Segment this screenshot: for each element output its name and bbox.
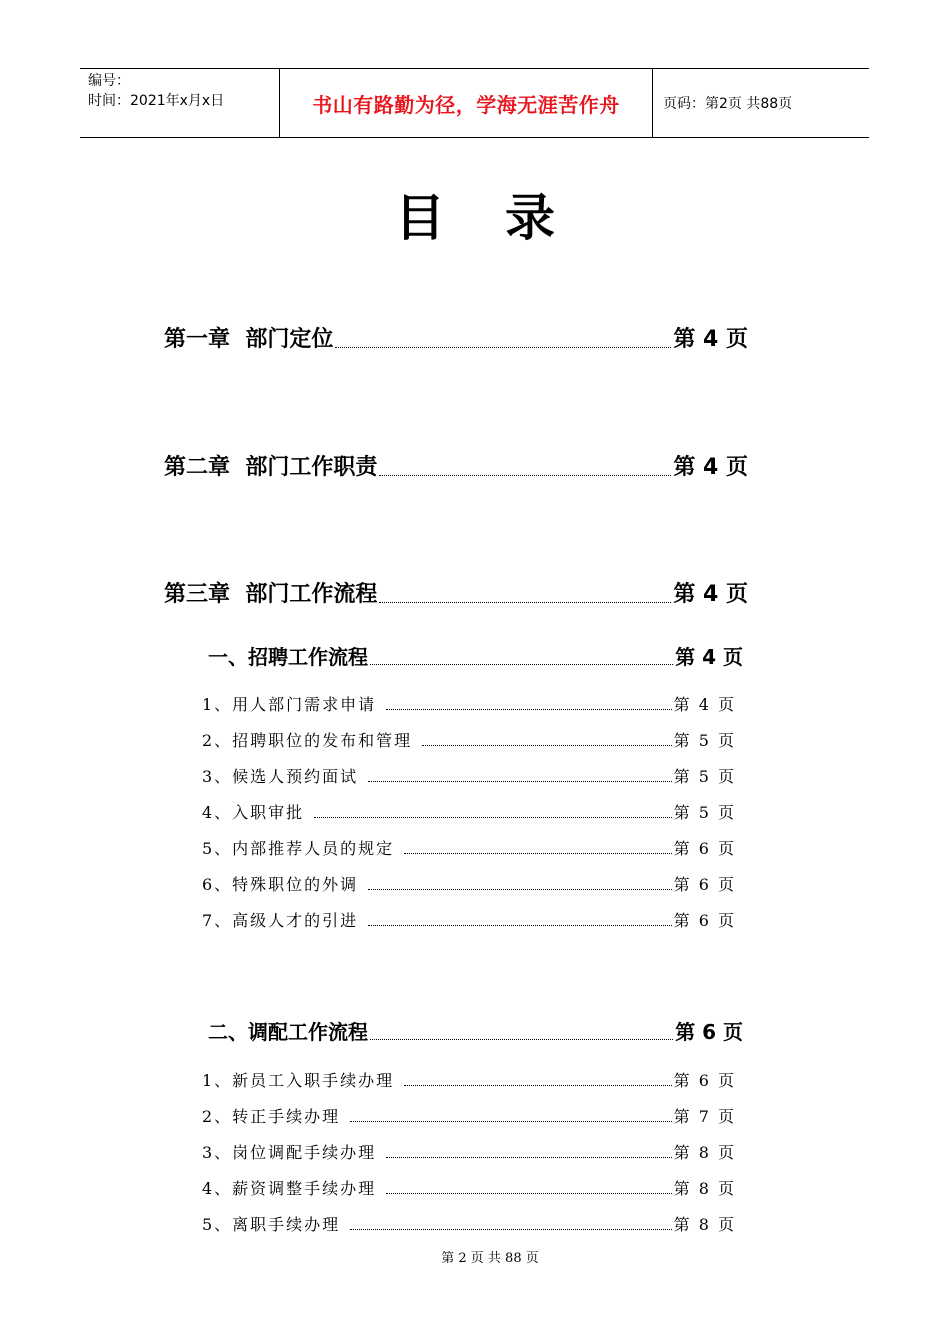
toc-label: 1、用人部门需求申请 [202, 695, 377, 714]
toc-item[interactable] [202, 836, 736, 859]
toc-page: 第 4 页 [673, 582, 748, 607]
document-header [80, 68, 869, 138]
leader-dots [422, 745, 671, 746]
toc-chapter-2[interactable] [164, 450, 748, 481]
leader-dots [404, 853, 671, 854]
toc-item[interactable] [202, 1140, 736, 1163]
toc-page: 第 4 页 [673, 455, 748, 480]
header-motto: 书山有路勤为径，学海无涯苦作舟 [280, 69, 653, 137]
header-meta [80, 69, 280, 137]
leader-dots [386, 1193, 671, 1194]
toc-page: 第 6 页 [673, 911, 736, 930]
leader-dots [386, 1157, 671, 1158]
toc-item[interactable] [202, 1104, 736, 1127]
toc-page: 第 7 页 [673, 1107, 736, 1126]
leader-dots [370, 664, 673, 665]
time-label: 时间：2021年x月x日 [88, 93, 225, 109]
toc-label: 5、内部推荐人员的规定 [202, 839, 395, 858]
toc-item[interactable] [202, 728, 736, 751]
toc-item[interactable] [202, 764, 736, 787]
toc-label: 1、新员工入职手续办理 [202, 1071, 395, 1090]
toc-label: 4、薪资调整手续办理 [202, 1179, 377, 1198]
number-label: 编号： [88, 73, 130, 89]
leader-dots [368, 925, 671, 926]
toc-section-2[interactable] [208, 1016, 743, 1045]
toc-label: 6、特殊职位的外调 [202, 875, 359, 894]
page-footer: 第 2 页 共 88 页 [441, 1251, 539, 1266]
leader-dots [370, 1039, 673, 1040]
leader-dots [368, 889, 671, 890]
leader-dots [350, 1121, 671, 1122]
toc-label: 5、离职手续办理 [202, 1215, 341, 1234]
toc-item[interactable] [202, 908, 736, 931]
leader-dots [368, 781, 671, 782]
toc-item[interactable] [202, 1176, 736, 1199]
toc-page: 第 6 页 [673, 839, 736, 858]
page-title: 目录 [395, 189, 615, 247]
toc-page: 第 5 页 [673, 767, 736, 786]
leader-dots [314, 817, 671, 818]
toc-page: 第 8 页 [673, 1143, 736, 1162]
leader-dots [379, 475, 671, 476]
toc-page: 第 5 页 [673, 803, 736, 822]
toc-item[interactable] [202, 872, 736, 895]
toc-label: 3、候选人预约面试 [202, 767, 359, 786]
toc-page: 第 6 页 [675, 1020, 743, 1044]
toc-page: 第 5 页 [673, 731, 736, 750]
toc-page: 第 8 页 [673, 1215, 736, 1234]
toc-label: 第一章 部门定位 [164, 327, 334, 352]
toc-label: 2、转正手续办理 [202, 1107, 341, 1126]
toc-label: 第三章 部门工作流程 [164, 582, 378, 607]
toc-label: 第二章 部门工作职责 [164, 455, 378, 480]
toc-label: 2、招聘职位的发布和管理 [202, 731, 413, 750]
toc-item[interactable] [202, 1068, 736, 1091]
toc-item[interactable] [202, 1212, 736, 1235]
leader-dots [379, 602, 671, 603]
toc-label: 一、招聘工作流程 [208, 645, 368, 669]
toc-chapter-3[interactable] [164, 577, 748, 608]
leader-dots [350, 1229, 671, 1230]
toc-label: 3、岗位调配手续办理 [202, 1143, 377, 1162]
toc-chapter-1[interactable] [164, 322, 748, 353]
leader-dots [404, 1085, 671, 1086]
toc-page: 第 8 页 [673, 1179, 736, 1198]
leader-dots [335, 347, 671, 348]
toc-section-1[interactable] [208, 641, 743, 670]
header-page-info: 页码：第2页 共88页 [663, 96, 793, 112]
toc-label: 7、高级人才的引进 [202, 911, 359, 930]
toc-page: 第 6 页 [673, 1071, 736, 1090]
toc-page: 第 6 页 [673, 875, 736, 894]
leader-dots [386, 709, 671, 710]
toc-page: 第 4 页 [675, 645, 743, 669]
toc-item[interactable] [202, 692, 736, 715]
toc-page: 第 4 页 [673, 327, 748, 352]
toc-label: 二、调配工作流程 [208, 1020, 368, 1044]
toc-item[interactable] [202, 800, 736, 823]
toc-label: 4、入职审批 [202, 803, 305, 822]
toc-page: 第 4 页 [673, 695, 736, 714]
